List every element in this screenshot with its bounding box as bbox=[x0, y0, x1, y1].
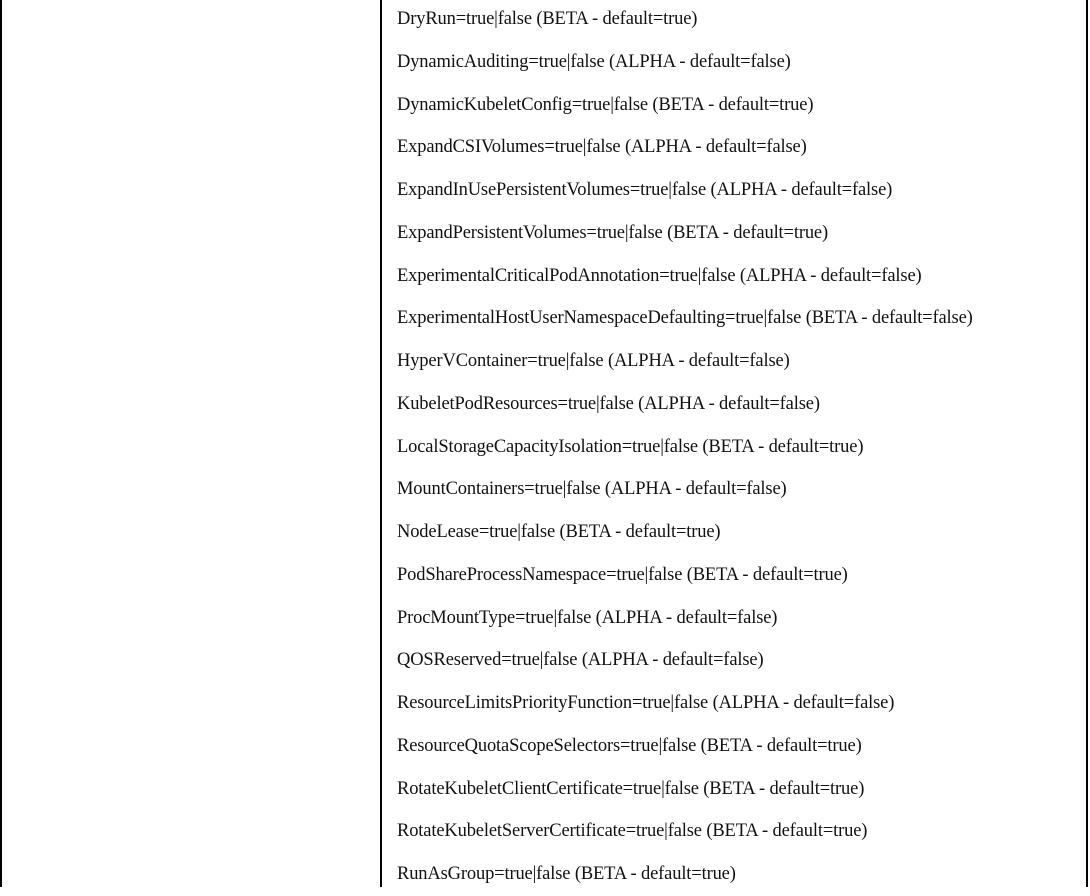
feature-gate-list bbox=[397, 0, 973, 896]
feature-gate-item: KubeletPodResources=true|false (ALPHA - default=false) bbox=[397, 393, 820, 414]
feature-gate-item: HyperVContainer=true|false (ALPHA - default=false) bbox=[397, 351, 790, 371]
feature-gate-item: PodShareProcessNamespace=true|false (BETA - default=true) bbox=[397, 564, 848, 585]
feature-gate-item: DynamicKubeletConfig=true|false (BETA - default=true) bbox=[397, 94, 814, 115]
feature-gate-item: MountContainers=true|false (ALPHA - default=false) bbox=[397, 479, 787, 500]
feature-gate-item: QOSReserved=true|false (ALPHA - default=false) bbox=[397, 650, 764, 671]
feature-gate-item: NodeLease=true|false (BETA - default=true) bbox=[397, 522, 721, 542]
feature-gate-item: ExperimentalCriticalPodAnnotation=true|false (ALPHA - default=false) bbox=[397, 265, 922, 286]
feature-gate-item: RunAsGroup=true|false (BETA - default=true) bbox=[397, 864, 736, 884]
feature-gate-item: DryRun=true|false (BETA - default=true) bbox=[397, 9, 698, 29]
feature-gate-item: ExpandInUsePersistentVolumes=true|false (ALPHA - default=false) bbox=[397, 180, 893, 200]
table-right-cell bbox=[382, 0, 1086, 887]
feature-gate-item: RotateKubeletClientCertificate=true|false (BETA - default=true) bbox=[397, 778, 865, 799]
feature-gate-item: ProcMountType=true|false (ALPHA - default=false) bbox=[397, 607, 778, 628]
table-left-cell bbox=[2, 0, 382, 887]
feature-gate-item: ExpandCSIVolumes=true|false (ALPHA - default=false) bbox=[397, 137, 807, 158]
feature-gate-item: ExperimentalHostUserNamespaceDefaulting=true|false (BETA - default=false) bbox=[397, 308, 973, 329]
feature-gate-item: RotateKubeletServerCertificate=true|false (BETA - default=true) bbox=[397, 821, 868, 842]
feature-gate-item: LocalStorageCapacityIsolation=true|false (BETA - default=true) bbox=[397, 436, 864, 457]
feature-gate-item: ResourceLimitsPriorityFunction=true|false (ALPHA - default=false) bbox=[397, 693, 895, 713]
feature-gate-item: ResourceQuotaScopeSelectors=true|false (BETA - default=true) bbox=[397, 735, 862, 756]
feature-gate-item: ExpandPersistentVolumes=true|false (BETA - default=true) bbox=[397, 222, 829, 243]
feature-gate-item: DynamicAuditing=true|false (ALPHA - default=false) bbox=[397, 51, 791, 72]
